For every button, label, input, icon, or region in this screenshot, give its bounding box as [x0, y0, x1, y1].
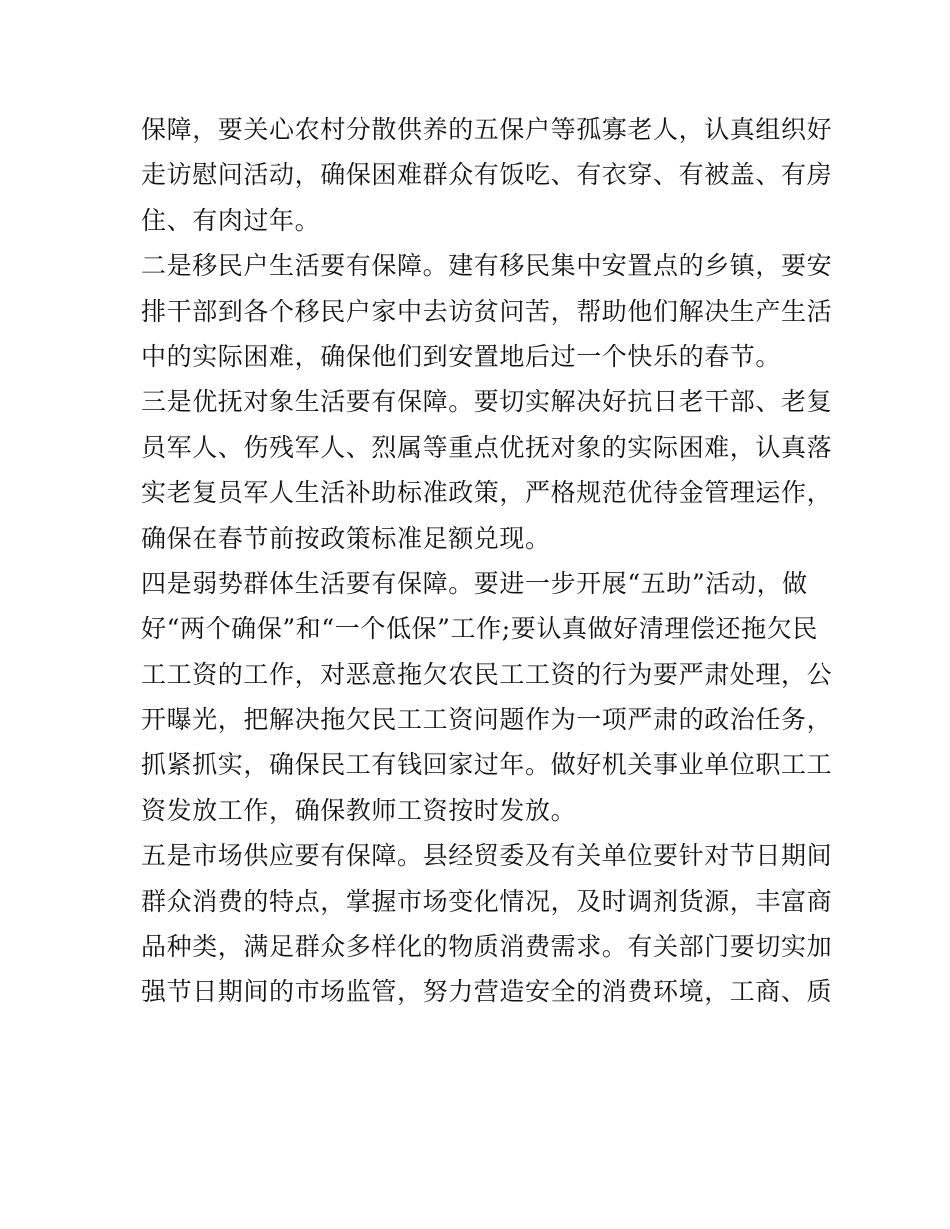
text-line: 住、有肉过年。	[141, 205, 321, 235]
body-text	[141, 107, 833, 1015]
text-line: 走访慰问活动，确保困难群众有饭吃、有衣穿、有被盖、有房	[141, 160, 833, 190]
text-line: 抓紧抓实，确保民工有钱回家过年。做好机关事业单位职工工	[141, 750, 833, 780]
text-line: 确保在春节前按政策标准足额兑现。	[141, 523, 551, 553]
text-line: 员军人、伤残军人、烈属等重点优抚对象的实际困难，认真落	[141, 432, 833, 462]
text-line: 强节日期间的市场监管，努力营造安全的消费环境，工商、质	[141, 977, 833, 1007]
text-line: 群众消费的特点，掌握市场变化情况，及时调剂货源，丰富商	[141, 886, 833, 916]
text-line: 三是优抚对象生活要有保障。要切实解决好抗日老干部、老复	[141, 387, 833, 417]
text-line: 二是移民户生活要有保障。建有移民集中安置点的乡镇，要安	[141, 251, 833, 281]
text-line: 资发放工作，确保教师工资按时发放。	[141, 795, 577, 825]
text-line: 排干部到各个移民户家中去访贫问苦，帮助他们解决生产生活	[141, 296, 833, 326]
text-line: 保障，要关心农村分散供养的五保户等孤寡老人，认真组织好	[141, 115, 833, 144]
text-line: 中的实际困难，确保他们到安置地后过一个快乐的春节。	[141, 341, 782, 371]
text-line: 好“两个确保”和“一个低保”工作;要认真做好清理偿还拖欠民	[141, 614, 818, 644]
text-line: 开曝光，把解决拖欠民工工资问题作为一项严肃的政治任务，	[141, 705, 833, 735]
text-line: 四是弱势群体生活要有保障。要进一步开展“五助”活动，做	[141, 568, 808, 598]
text-line: 品种类，满足群众多样化的物质消费需求。有关部门要切实加	[141, 932, 833, 962]
text-line: 工工资的工作，对恶意拖欠农民工工资的行为要严肃处理，公	[141, 659, 833, 689]
text-line: 五是市场供应要有保障。县经贸委及有关单位要针对节日期间	[141, 841, 833, 871]
text-line: 实老复员军人生活补助标准政策，严格规范优待金管理运作，	[141, 478, 833, 508]
